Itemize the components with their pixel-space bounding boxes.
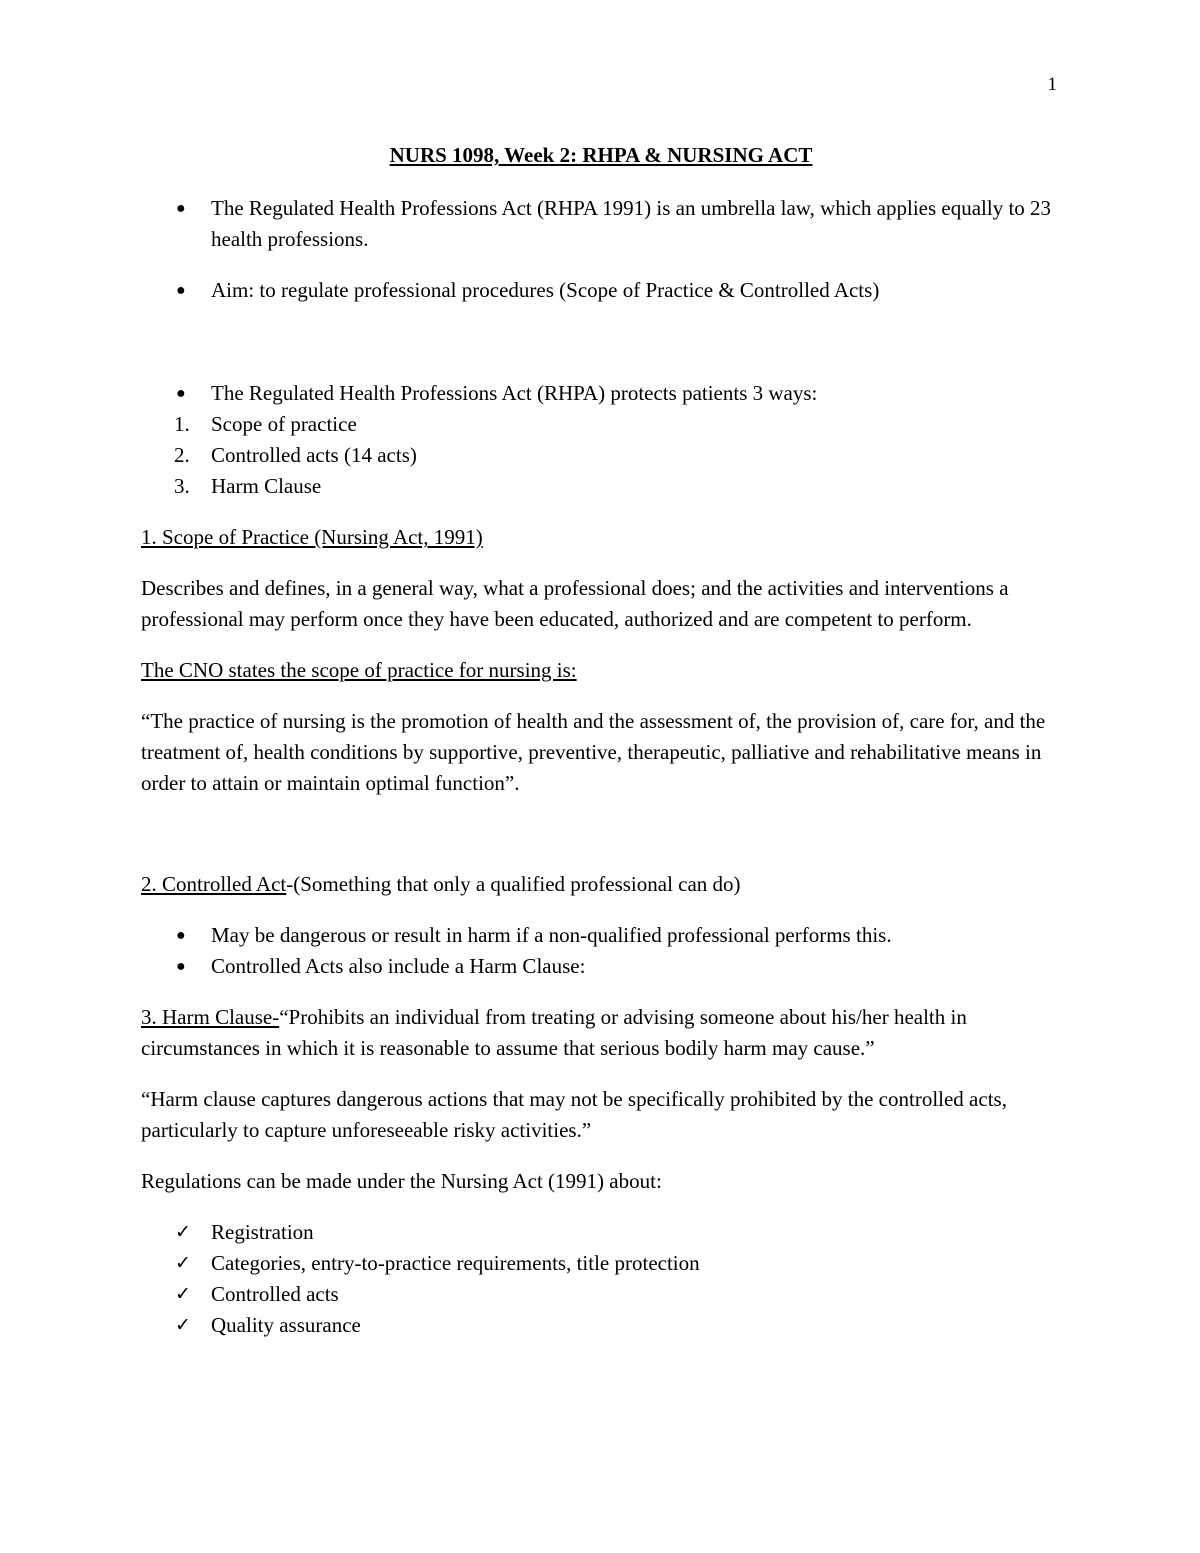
list-item-text: Aim: to regulate professional procedures (Scope of Practice & Controlled Acts): [211, 278, 880, 302]
list-item-text: Categories, entry-to-practice requirements, title protection: [211, 1251, 700, 1275]
protects-bullet-list: [141, 378, 1061, 409]
list-item: [141, 1217, 1061, 1248]
list-item: [141, 275, 1061, 306]
harm-clause-definition: “Prohibits an individual from treating or advising someone about his/her health in circumstances in which it is reasonable to assume that serious bodily harm may cause.”: [141, 1005, 967, 1060]
list-item-text: Quality assurance: [211, 1313, 361, 1337]
document-title: NURS 1098, Week 2: RHPA & NURSING ACT: [389, 143, 813, 167]
cno-quote: “The practice of nursing is the promotion of health and the assessment of, the provision of, care for, and the treatment of, health conditions by supportive, preventive, therapeutic, palliative and rehabilitative means in order to attain or maintain optimal function”.: [141, 709, 1046, 795]
bullet-icon: ●: [176, 385, 186, 402]
page-number: 1: [1047, 74, 1057, 95]
list-item-text: Controlled acts (14 acts): [211, 443, 417, 467]
regulations-check-list: [141, 1217, 1061, 1341]
regulations-intro: Regulations can be made under the Nursing Act (1991) about:: [141, 1169, 662, 1193]
bullet-icon: ●: [176, 927, 186, 944]
document-body: [141, 140, 1061, 1341]
list-number: 1.: [174, 412, 190, 436]
list-item-text: Controlled acts: [211, 1282, 339, 1306]
scope-heading: 1. Scope of Practice (Nursing Act, 1991): [141, 525, 483, 549]
list-item-text: Scope of practice: [211, 412, 357, 436]
list-item-text: The Regulated Health Professions Act (RHPA 1991) is an umbrella law, which applies equally to 23 health professions.: [211, 196, 1052, 251]
bullet-icon: ●: [176, 958, 186, 975]
check-mark-icon: ✓: [175, 1314, 191, 1336]
list-item-text: Harm Clause: [211, 474, 322, 498]
scope-description: Describes and defines, in a general way, what a professional does; and the activities and interventions a professional may perform once they have been educated, authorized and are competent to perform.: [141, 576, 1009, 631]
ways-numbered-list: [141, 409, 1061, 502]
list-item: [141, 920, 1061, 951]
harm-clause-paragraph: [141, 1002, 1061, 1064]
list-item-text: Registration: [211, 1220, 314, 1244]
list-number: 2.: [174, 443, 190, 467]
intro-bullet-list: [141, 193, 1061, 306]
list-item: [141, 471, 1061, 502]
list-number: 3.: [174, 474, 190, 498]
list-item-text: The Regulated Health Professions Act (RHPA) protects patients 3 ways:: [211, 381, 818, 405]
list-item: [141, 378, 1061, 409]
bullet-icon: ●: [176, 200, 186, 217]
controlled-bullet-list: [141, 920, 1061, 982]
controlled-act-heading: 2. Controlled Act: [141, 872, 287, 896]
controlled-act-paragraph: [141, 869, 1061, 900]
list-item: [141, 1248, 1061, 1279]
list-item-text: May be dangerous or result in harm if a non-qualified professional performs this.: [211, 923, 892, 947]
controlled-act-definition: -(Something that only a qualified professional can do): [286, 872, 741, 896]
harm-clause-quote: “Harm clause captures dangerous actions that may not be specifically prohibited by the controlled acts, particularly to capture unforeseeable risky activities.”: [141, 1087, 1007, 1142]
check-mark-icon: ✓: [175, 1221, 191, 1243]
list-item: [141, 951, 1061, 982]
list-item: [141, 409, 1061, 440]
cno-heading: The CNO states the scope of practice for nursing is:: [141, 658, 577, 682]
check-mark-icon: ✓: [175, 1252, 191, 1274]
list-item: [141, 1310, 1061, 1341]
check-mark-icon: ✓: [175, 1283, 191, 1305]
list-item: [141, 440, 1061, 471]
list-item-text: Controlled Acts also include a Harm Clause:: [211, 954, 586, 978]
harm-clause-heading: 3. Harm Clause-: [141, 1005, 280, 1029]
bullet-icon: ●: [176, 282, 186, 299]
list-item: [141, 193, 1061, 255]
list-item: [141, 1279, 1061, 1310]
